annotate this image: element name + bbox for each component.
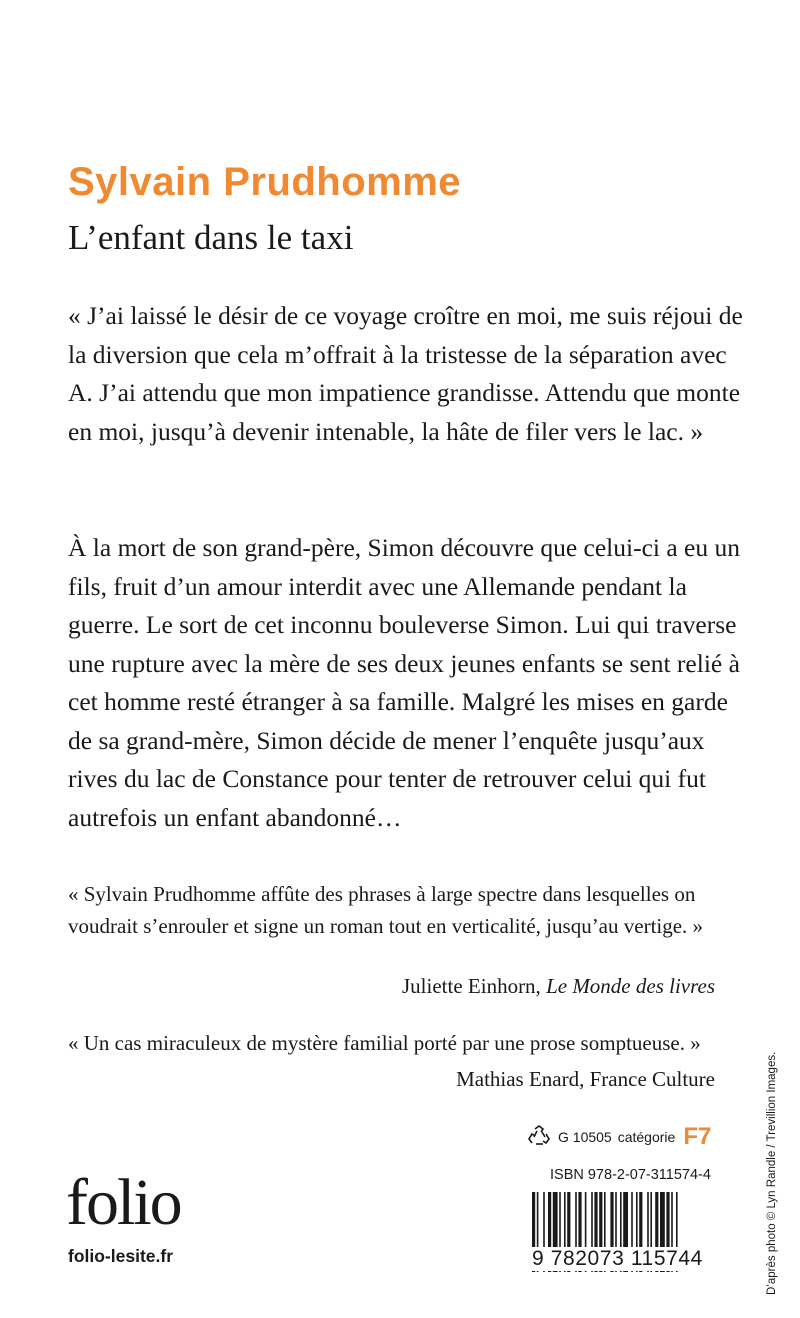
excerpt-paragraph: « J’ai laissé le désir de ce voyage croître en moi, me suis réjoui de la diversion que cela m’offrait à la tristesse de la séparation avec A. J’ai attendu que mon impatience grandisse. Attendu que monte en moi, jusqu’à devenir intenable, la hâte de filer vers le lac. » bbox=[68, 301, 743, 446]
recycle-icon bbox=[526, 1124, 552, 1150]
catalog-code: G 10505 bbox=[558, 1129, 612, 1145]
review-attribution-1 bbox=[402, 971, 715, 1001]
review-attribution-2: Mathias Enard, France Culture bbox=[456, 1067, 715, 1091]
photo-credit: D’après photo © Lyn Randle / Trevillion Images. bbox=[766, 1051, 778, 1295]
book-title: L’enfant dans le taxi bbox=[68, 218, 354, 257]
review-quote-1: « Sylvain Prudhomme affûte des phrases à large spectre dans lesquelles on voudrait s’enrouler et signe un roman tout en verticalité, jusqu’au vertige. » bbox=[68, 882, 704, 938]
review-critic-1: Juliette Einhorn, bbox=[402, 974, 541, 998]
barcode-number: 9 782073 115744 bbox=[532, 1247, 703, 1270]
review-quote-2: « Un cas miraculeux de mystère familial porté par une prose somptueuse. » bbox=[68, 1031, 701, 1055]
catalog-row bbox=[526, 1123, 711, 1151]
author-name: Sylvain Prudhomme bbox=[68, 160, 462, 204]
summary-paragraph: À la mort de son grand-père, Simon découvre que celui-ci a eu un fils, fruit d’un amour interdit avec une Allemande pendant la guerre. Le sort de cet inconnu bouleverse Simon. Lui qui traverse une rupture avec la mère de ses deux jeunes enfants se sent relié à cet homme resté étranger à sa famille. Malgré les mises en garde de sa grand-mère, Simon décide de mener l’enquête jusqu’aux rives du lac de Constance pour tenter de retrouver celui qui fut autrefois un enfant abandonné… bbox=[68, 533, 740, 832]
publisher-logo: folio bbox=[66, 1166, 181, 1239]
review-source-1: Le Monde des livres bbox=[546, 974, 715, 998]
isbn: ISBN 978-2-07-311574-4 bbox=[550, 1167, 711, 1183]
category-label: catégorie bbox=[617, 1129, 676, 1145]
publisher-website: folio-lesite.fr bbox=[68, 1246, 174, 1266]
category-badge: F7 bbox=[683, 1123, 712, 1150]
